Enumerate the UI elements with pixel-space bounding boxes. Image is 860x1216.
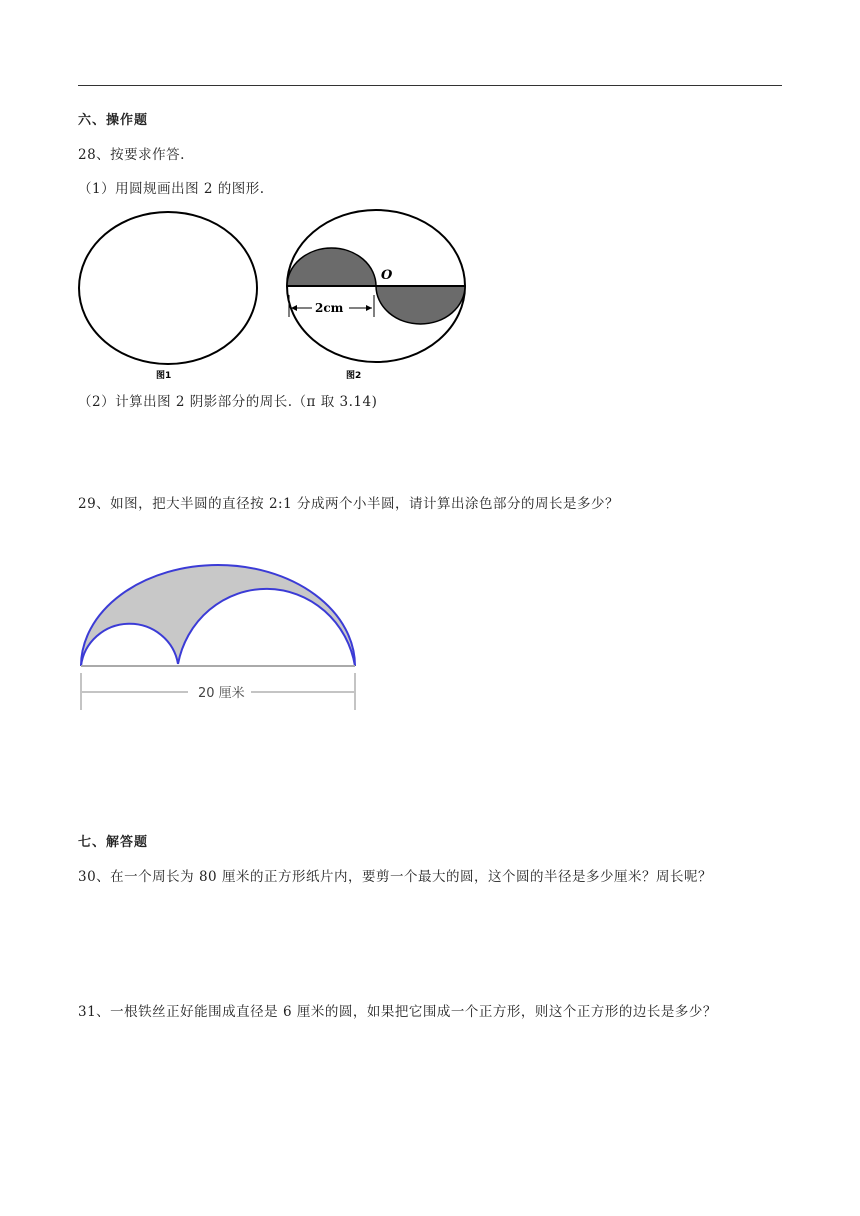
q28-figure-1 — [76, 211, 260, 381]
fig1-caption: 图1 — [156, 371, 172, 381]
q28-figure-2 — [284, 207, 470, 381]
dimension-2cm: 2cm — [315, 301, 344, 315]
section-7-title: 七、解答题 — [78, 835, 149, 850]
q28-prompt: 28、按要求作答. — [78, 147, 185, 163]
fig2-caption: 图2 — [346, 371, 362, 381]
q29-dimension-label: 20 厘米 — [198, 686, 245, 701]
q29-figure — [76, 530, 366, 715]
q29-prompt: 29、如图，把大半圆的直径按 2:1 分成两个小半圆，请计算出涂色部分的周长是多少？ — [78, 496, 619, 512]
q31-prompt: 31、一根铁丝正好能围成直径是 6 厘米的圆，如果把它围成一个正方形，则这个正方形的边长是多少？ — [78, 1004, 717, 1020]
header-rule — [78, 85, 782, 86]
q28-part1: （1）用圆规画出图 2 的图形. — [78, 181, 265, 197]
center-label: O — [381, 268, 393, 283]
section-6-title: 六、操作题 — [78, 113, 149, 128]
q30-prompt: 30、在一个周长为 80 厘米的正方形纸片内，要剪一个最大的圆，这个圆的半径是多少厘米？周长呢？ — [78, 869, 712, 885]
q28-part2: （2）计算出图 2 阴影部分的周长.（π 取 3.14) — [78, 394, 378, 410]
